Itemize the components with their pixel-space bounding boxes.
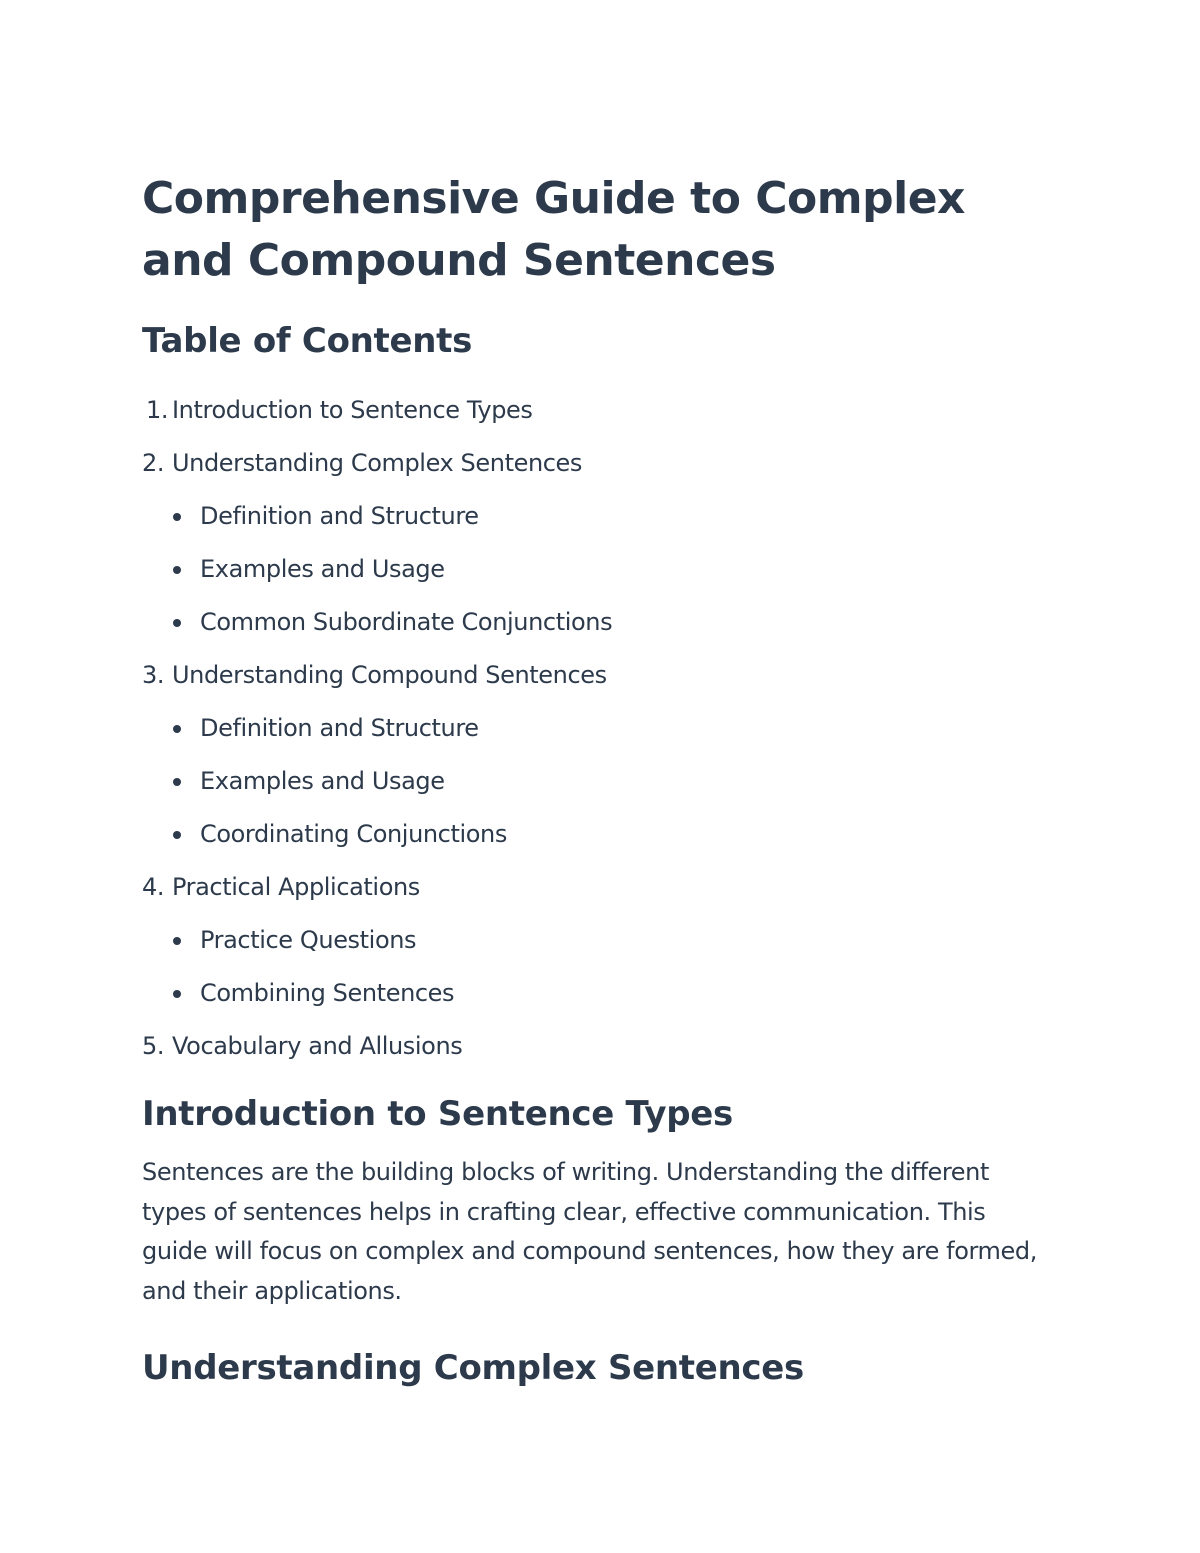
section-heading-introduction: Introduction to Sentence Types: [142, 1094, 733, 1134]
toc-item-number: 2.: [142, 449, 165, 477]
section-paragraph-introduction: Sentences are the building blocks of writing. Understanding the different types of sentences helps in crafting clear, effective communication. This guide will focus on complex and compound sentences, how they are formed, and their applications.: [142, 1158, 1037, 1305]
toc-subitem-label: Examples and Usage: [200, 555, 445, 583]
section-heading-complex-sentences: Understanding Complex Sentences: [142, 1348, 804, 1388]
table-of-contents: [142, 384, 1042, 1073]
toc-item-label: Understanding Compound Sentences: [172, 661, 607, 689]
toc-subitem-label: Combining Sentences: [200, 979, 455, 1007]
toc-subitem-group: [142, 914, 1042, 1020]
toc-sublist: [142, 490, 1042, 649]
toc-subitem[interactable]: [142, 543, 1042, 596]
bullet-icon: [173, 831, 181, 839]
toc-item-label: Understanding Complex Sentences: [172, 449, 583, 477]
toc-item-label: Practical Applications: [172, 873, 420, 901]
toc-subitem-label: Practice Questions: [200, 926, 417, 954]
toc-item-number: 4.: [142, 873, 165, 901]
toc-subitem-label: Common Subordinate Conjunctions: [200, 608, 613, 636]
document-title: Comprehensive Guide to Complex and Compound Sentences: [142, 173, 965, 286]
toc-item-number: 1.: [146, 396, 169, 424]
toc-item[interactable]: [142, 649, 1042, 702]
toc-subitem-group: [142, 702, 1042, 861]
toc-item[interactable]: [142, 437, 1042, 490]
toc-subitem-group: [142, 490, 1042, 649]
toc-sublist: [142, 914, 1042, 1020]
toc-subitem[interactable]: [142, 596, 1042, 649]
toc-subitem-label: Coordinating Conjunctions: [200, 820, 507, 848]
toc-sublist: [142, 702, 1042, 861]
bullet-icon: [173, 937, 181, 945]
toc-subitem[interactable]: [142, 702, 1042, 755]
toc-subitem[interactable]: [142, 755, 1042, 808]
toc-item[interactable]: [142, 861, 1042, 914]
bullet-icon: [173, 778, 181, 786]
toc-subitem[interactable]: [142, 490, 1042, 543]
bullet-icon: [173, 513, 181, 521]
bullet-icon: [173, 990, 181, 998]
toc-item-label: Introduction to Sentence Types: [172, 396, 533, 424]
toc-item[interactable]: [142, 1020, 1042, 1073]
toc-subitem[interactable]: [142, 914, 1042, 967]
bullet-icon: [173, 619, 181, 627]
toc-subitem-label: Examples and Usage: [200, 767, 445, 795]
document-page: [142, 168, 1042, 1391]
toc-item-label: Vocabulary and Allusions: [172, 1032, 463, 1060]
toc-item-number: 3.: [142, 661, 165, 689]
toc-item[interactable]: [142, 384, 1042, 437]
bullet-icon: [173, 566, 181, 574]
bullet-icon: [173, 725, 181, 733]
toc-heading: Table of Contents: [142, 321, 473, 361]
toc-subitem[interactable]: [142, 808, 1042, 861]
toc-subitem-label: Definition and Structure: [200, 502, 479, 530]
toc-item-number: 5.: [142, 1032, 165, 1060]
toc-subitem[interactable]: [142, 967, 1042, 1020]
toc-subitem-label: Definition and Structure: [200, 714, 479, 742]
